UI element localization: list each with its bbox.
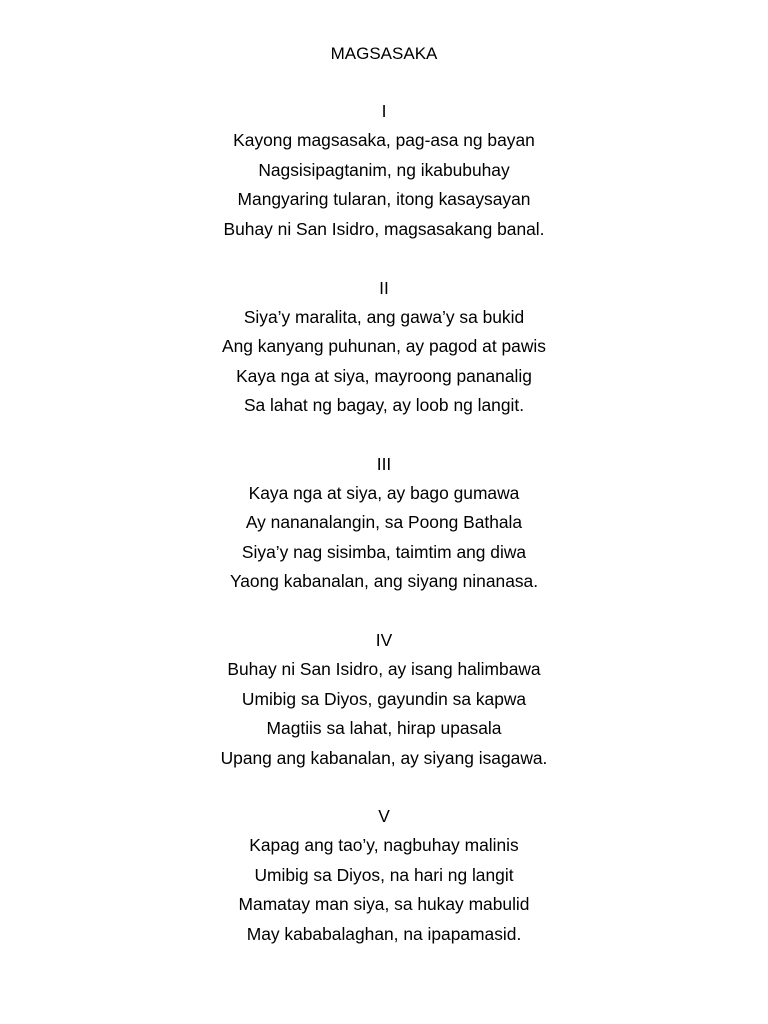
stanza-line: Buhay ni San Isidro, magsasakang banal. <box>223 218 545 239</box>
stanza-3 <box>0 450 768 597</box>
stanza-line: Ay nananalangin, sa Poong Bathala <box>245 512 523 533</box>
stanza-numeral: II <box>379 277 389 298</box>
stanza-4 <box>0 626 768 773</box>
stanza-line: Kapag ang tao’y, nagbuhay malinis <box>249 835 519 856</box>
stanza-2 <box>0 274 768 421</box>
stanza-line: May kababalaghan, na ipapamasid. <box>246 923 522 944</box>
stanza-numeral: III <box>376 453 392 474</box>
stanza-line: Siya’y maralita, ang gawa’y sa bukid <box>243 306 525 327</box>
stanza-line: Mangyaring tularan, itong kasaysayan <box>237 189 531 210</box>
stanza-line: Siya’y nag sisimba, taimtim ang diwa <box>241 541 527 562</box>
stanza-line: Kaya nga at siya, ay bago gumawa <box>248 482 520 503</box>
stanza-line: Ang kanyang puhunan, ay pagod at pawis <box>222 336 546 357</box>
stanza-line: Yaong kabanalan, ang siyang ninanasa. <box>229 571 539 592</box>
stanza-line: Upang ang kabanalan, ay siyang isagawa. <box>220 747 548 768</box>
stanza-line: Magtiis sa lahat, hirap upasala <box>266 718 502 739</box>
stanza-1 <box>0 97 768 244</box>
stanza-line: Nagsisipagtanim, ng ikabubuhay <box>258 159 510 180</box>
stanza-line: Umibig sa Diyos, na hari ng langit <box>254 864 514 885</box>
stanza-line: Buhay ni San Isidro, ay isang halimbawa <box>227 659 541 680</box>
stanza-line: Sa lahat ng bagay, ay loob ng langit. <box>243 395 525 416</box>
stanza-numeral: IV <box>375 630 393 650</box>
stanza-line: Umibig sa Diyos, gayundin sa kapwa <box>241 688 527 709</box>
stanza-line: Kayong magsasaka, pag-asa ng bayan <box>233 130 535 151</box>
poem-title: MAGSASAKA <box>330 44 438 63</box>
stanza-5 <box>0 802 768 949</box>
stanza-line: Kaya nga at siya, mayroong pananalig <box>236 365 532 386</box>
stanza-numeral: I <box>381 101 387 121</box>
stanza-numeral: V <box>378 806 390 826</box>
stanza-line: Mamatay man siya, sa hukay mabulid <box>238 894 530 915</box>
